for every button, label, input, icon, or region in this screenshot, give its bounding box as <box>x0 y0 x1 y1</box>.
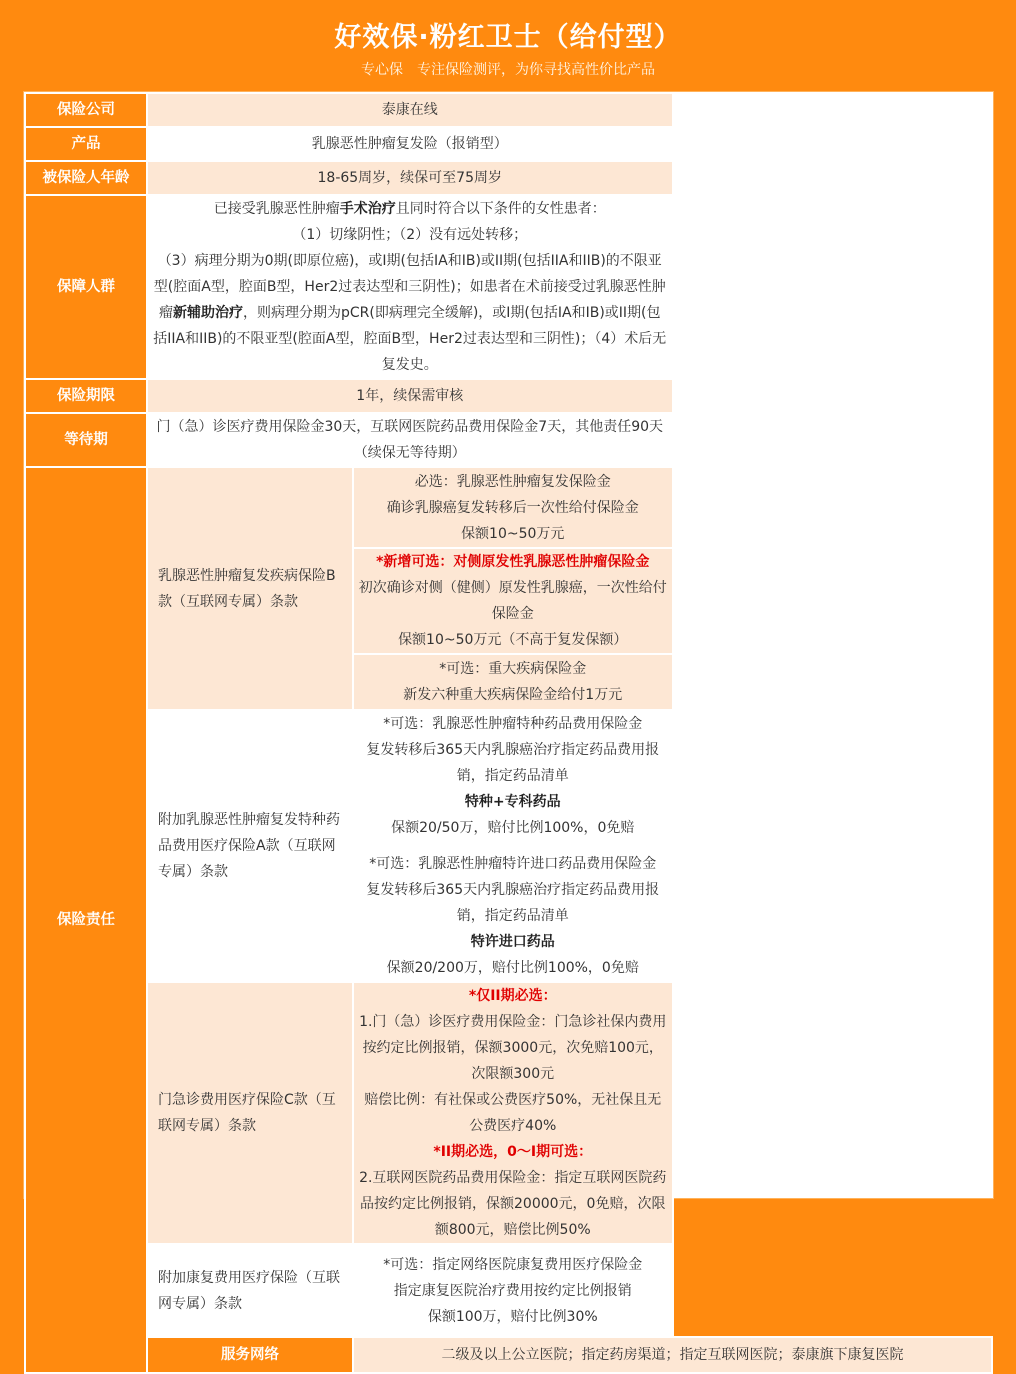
value-network: 二级及以上公立医院；指定药房渠道；指定互联网医院；泰康旗下康复医院 <box>353 1337 992 1373</box>
clause-b-p1-line2: 确诊乳腺癌复发转移后一次性给付保险金 <box>386 499 639 516</box>
clause-b-p2-line2: 保额10~50万元（不高于复发保额） <box>398 632 628 648</box>
label-age: 被保险人年龄 <box>25 161 147 195</box>
clause-rehab-content <box>353 1244 673 1337</box>
clause-a-name: 附加乳腺恶性肿瘤复发特种药品费用医疗保险A款（互联网专属）条款 <box>147 710 353 982</box>
label-crowd: 保障人群 <box>25 195 147 379</box>
clause-b-name: 乳腺恶性肿瘤复发疾病保险B款（互联网专属）条款 <box>147 467 353 710</box>
value-crowd <box>147 195 673 379</box>
row-liability-b1 <box>25 467 992 548</box>
value-term: 1年，续保需审核 <box>147 379 673 413</box>
crowd-line1-text: 已接受乳腺恶性肿瘤 <box>213 201 340 217</box>
row-age <box>25 161 992 195</box>
row-liability-rehab <box>25 1244 992 1337</box>
clause-b-p2-line1: 初次确诊对侧（健侧）原发性乳腺癌，一次性给付保险金 <box>358 580 667 622</box>
clause-rehab-line1: *可选：指定网络医院康复费用医疗保险金 <box>383 1256 643 1273</box>
clause-c-content <box>353 982 673 1244</box>
crowd-line3 <box>152 248 668 378</box>
clause-b-p1-line1: 必选：乳腺恶性肿瘤复发保险金 <box>414 473 611 490</box>
row-crowd <box>25 195 992 379</box>
clause-rehab-line2: 指定康复医院治疗费用按约定比例报销 <box>393 1282 632 1299</box>
row-product <box>25 127 992 161</box>
row-network <box>25 1337 992 1373</box>
page-subtitle: 专心保 专注保险测评，为你寻找高性价比产品 <box>361 62 655 78</box>
value-waiting: 门（急）诊医疗费用保险金30天，互联网医院药品费用保险金7天，其他责任90天（续保无等待期） <box>147 413 673 467</box>
clause-c-red1: *仅II期必选： <box>468 988 557 1004</box>
clause-b-p3-line2: 新发六种重大疾病保险金给付1万元 <box>403 687 623 703</box>
crowd-neoadjuvant-bold: 新辅助治疗 <box>172 305 243 321</box>
clause-b-part2 <box>353 548 673 654</box>
insurance-table <box>24 92 993 1374</box>
value-age: 18-65周岁，续保可至75周岁 <box>147 161 673 195</box>
crowd-line3-text: （3）病理分期为0期(即原位癌)，或I期(包括IA和IB)或II期(包括IIA和IIB)的不限亚型(腔面A型，腔面B型，Her2过表达型和三阴性)；如患者在术前接受过乳腺恶性肿瘤 <box>153 253 666 321</box>
clause-c-name: 门急诊费用医疗保险C款（互联网专属）条款 <box>147 982 353 1244</box>
clause-a-s1-line1: *可选：乳腺恶性肿瘤特种药品费用保险金 <box>383 716 643 732</box>
value-company: 泰康在线 <box>147 93 673 127</box>
row-term <box>25 379 992 413</box>
clause-b-p1-line3: 保额10~50万元 <box>461 525 565 542</box>
crowd-line1 <box>152 196 668 222</box>
insurance-table-container <box>23 91 994 1363</box>
clause-rehab-name: 附加康复费用医疗保险（互联网专属）条款 <box>147 1244 353 1337</box>
clause-b-p3-line1: *可选：重大疾病保险金 <box>439 661 587 677</box>
label-company: 保险公司 <box>25 93 147 127</box>
page-header <box>0 0 1016 90</box>
clause-b-part3 <box>353 654 673 710</box>
row-waiting <box>25 413 992 467</box>
value-product: 乳腺恶性肿瘤复发险（报销型） <box>147 127 673 161</box>
row-company <box>25 93 992 127</box>
clause-a-s1-line3: 保额20/50万，赔付比例100%，0免赔 <box>391 820 635 836</box>
clause-a-content <box>353 710 673 982</box>
crowd-line2: （1）切缘阴性；（2）没有远处转移； <box>292 227 528 243</box>
label-liability: 保险责任 <box>25 467 147 1373</box>
label-term: 保险期限 <box>25 379 147 413</box>
label-product: 产品 <box>25 127 147 161</box>
clause-b-part1 <box>353 467 673 548</box>
clause-a-s2-line3: 保额20/200万，赔付比例100%，0免赔 <box>386 960 639 976</box>
row-liability-c <box>25 982 992 1244</box>
clause-c-line1: 1.门（急）诊医疗费用保险金：门急诊社保内费用按约定比例报销，保额3000元，次免赔100元，次限额300元 <box>359 1014 667 1082</box>
label-waiting: 等待期 <box>25 413 147 467</box>
clause-c-red2: *II期必选，0～I期可选： <box>433 1144 593 1160</box>
clause-c-line3: 2.互联网医院药品费用保险金：指定互联网医院药品按约定比例报销，保额20000元，0免赔，次限额800元，赔偿比例50% <box>359 1170 667 1238</box>
clause-a-s2-line2: 复发转移后365天内乳腺癌治疗指定药品费用报销，指定药品清单 <box>366 882 660 924</box>
clause-a-s2-bold: 特许进口药品 <box>470 934 555 950</box>
clause-a-s2-line1: *可选：乳腺恶性肿瘤特许进口药品费用保险金 <box>369 856 657 872</box>
page-title: 好效保·粉红卫士（给付型） <box>334 22 682 53</box>
clause-a-s1-bold: 特种+专科药品 <box>464 794 561 810</box>
crowd-surgery-bold: 手术治疗 <box>339 201 396 217</box>
label-network: 服务网络 <box>147 1337 353 1373</box>
clause-a-s1-line2: 复发转移后365天内乳腺癌治疗指定药品费用报销，指定药品清单 <box>366 742 660 784</box>
clause-b-p2-title: *新增可选：对侧原发性乳腺恶性肿瘤保险金 <box>376 554 650 570</box>
clause-rehab-line3: 保额100万，赔付比例30% <box>427 1308 598 1325</box>
row-liability-a <box>25 710 992 982</box>
crowd-line1-text2: 且同时符合以下条件的女性患者： <box>395 201 606 217</box>
crowd-line3-text2: ，则病理分期为pCR(即病理完全缓解)，或I期(包括IA和IB)或II期(包括IIA和IIB)的不限亚型(腔面A型，腔面B型，Her2过表达型和三阴性)；（4）术后无复发史。 <box>153 305 667 373</box>
clause-c-line2: 赔偿比例：有社保或公费医疗50%，无社保且无公费医疗40% <box>364 1092 662 1134</box>
